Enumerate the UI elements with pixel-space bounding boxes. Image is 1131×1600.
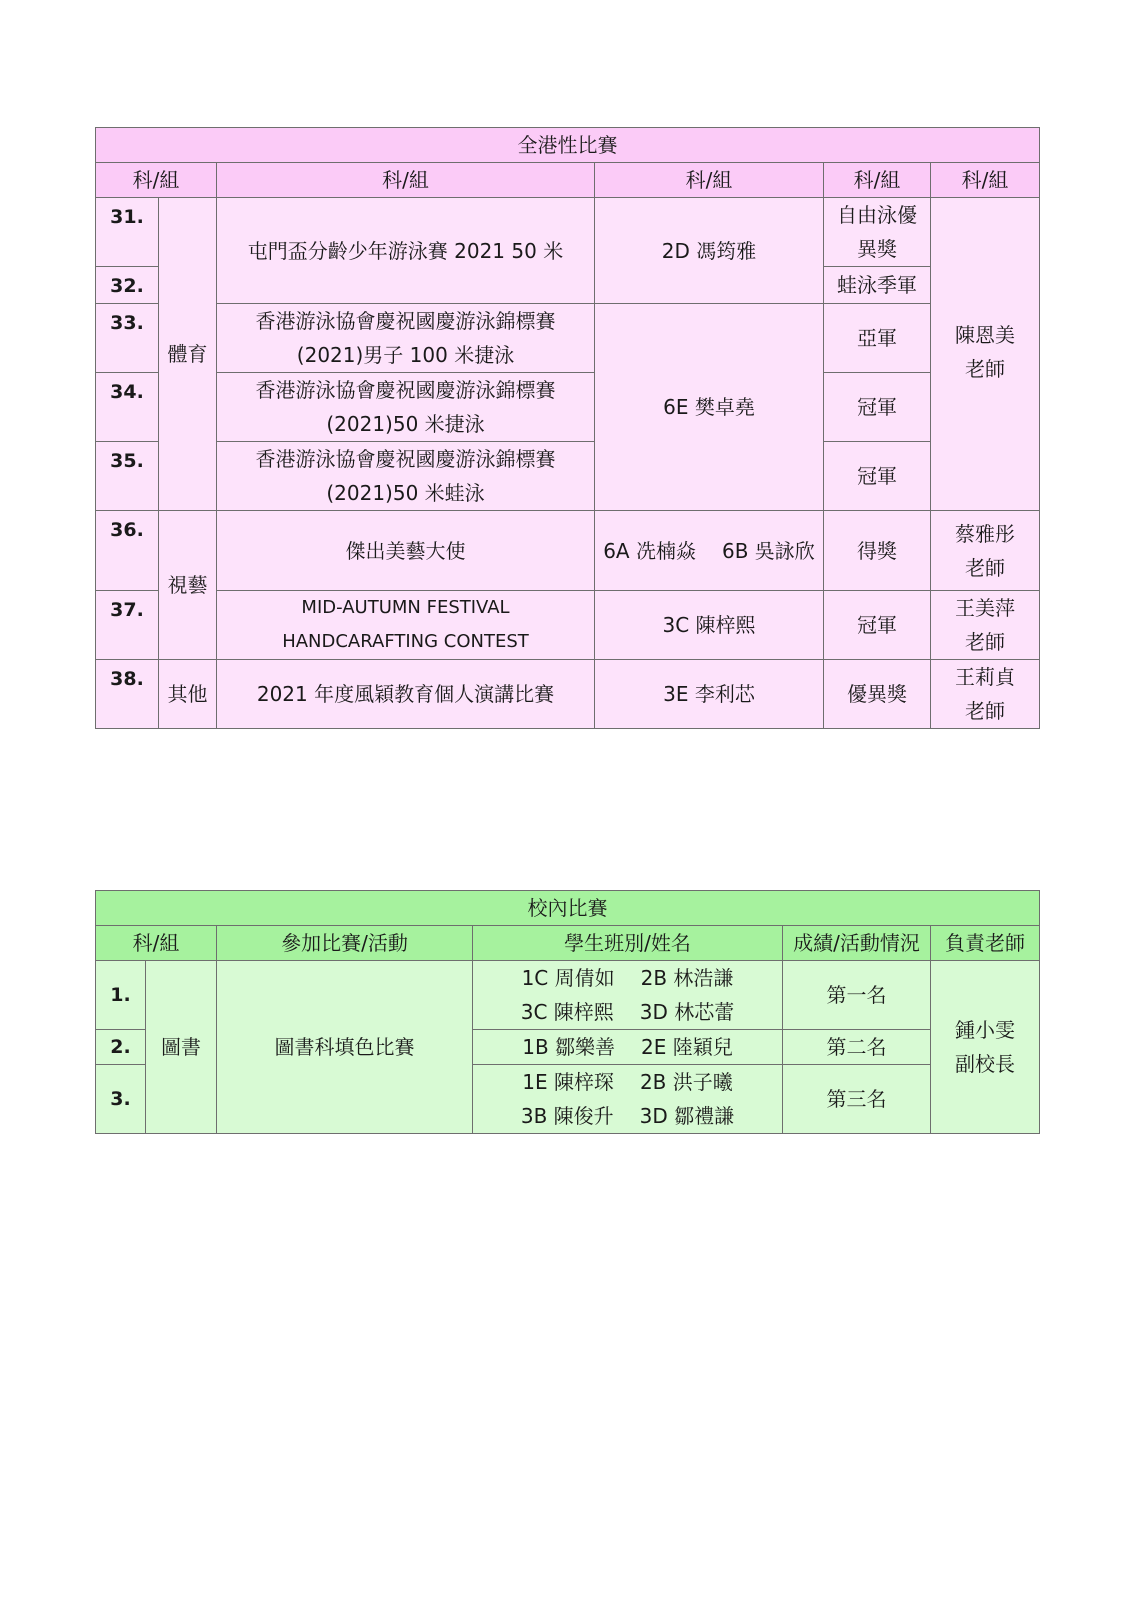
row-number: 36. bbox=[96, 511, 159, 591]
student-cell: 3C 陳梓熙 bbox=[595, 591, 824, 660]
competition-cell bbox=[217, 373, 595, 442]
competition-cell: 傑出美藝大使 bbox=[217, 511, 595, 591]
row-number: 38. bbox=[96, 660, 159, 729]
table-row bbox=[96, 442, 1040, 511]
student-name: 2B 林浩謙 bbox=[640, 966, 734, 990]
competition-line: HANDCARAFTING CONTEST bbox=[282, 631, 529, 652]
student-name: 1B 鄒樂善 bbox=[522, 1035, 616, 1059]
student-cell: 6E 樊卓堯 bbox=[595, 304, 824, 511]
table1-title: 全港性比賽 bbox=[96, 128, 1040, 163]
table2-header-student: 學生班別/姓名 bbox=[473, 926, 783, 961]
territory-wide-competitions-table bbox=[95, 127, 1040, 729]
teacher-name: 鍾小雯 bbox=[955, 1018, 1015, 1042]
category-label: 體育 bbox=[167, 342, 208, 366]
competition-line: MID-AUTUMN FESTIVAL bbox=[301, 597, 510, 618]
competition-cell: 圖書科填色比賽 bbox=[217, 961, 473, 1134]
competition-line: 香港游泳協會慶祝國慶游泳錦標賽 bbox=[255, 309, 556, 333]
result-cell: 亞軍 bbox=[824, 304, 931, 373]
table-row bbox=[96, 961, 1040, 1030]
competition-line: (2021)50 米捷泳 bbox=[326, 412, 485, 436]
category-cell bbox=[159, 198, 217, 511]
teacher-title: 副校長 bbox=[955, 1052, 1015, 1076]
teacher-name: 陳恩美 bbox=[955, 323, 1016, 347]
table2-header-competition: 參加比賽/活動 bbox=[217, 926, 473, 961]
teacher-title: 老師 bbox=[965, 357, 1006, 381]
teacher-title: 老師 bbox=[965, 555, 1006, 580]
table2-header-teacher: 負責老師 bbox=[931, 926, 1040, 961]
table-row bbox=[96, 304, 1040, 373]
student-cell: 3E 李利芯 bbox=[595, 660, 824, 729]
competition-cell bbox=[217, 591, 595, 660]
table-row bbox=[96, 198, 1040, 267]
result-cell: 第三名 bbox=[783, 1065, 931, 1134]
result-cell: 冠軍 bbox=[824, 442, 931, 511]
category-cell: 其他 bbox=[159, 660, 217, 729]
student-name: 1C 周倩如 bbox=[521, 966, 615, 990]
student-pair bbox=[473, 961, 782, 995]
result-cell: 第二名 bbox=[783, 1030, 931, 1065]
student-pair bbox=[473, 995, 782, 1029]
teacher-name: 王莉貞 bbox=[955, 665, 1016, 689]
student-name: 3D 林芯蕾 bbox=[639, 1000, 735, 1024]
competition-line: (2021)男子 100 米捷泳 bbox=[296, 343, 515, 367]
teacher-title: 老師 bbox=[965, 630, 1006, 654]
teacher-name: 蔡雅彤 bbox=[955, 521, 1016, 546]
category-cell bbox=[159, 511, 217, 660]
row-number: 33. bbox=[96, 304, 159, 373]
teacher-title: 老師 bbox=[965, 699, 1006, 723]
teacher-cell bbox=[931, 660, 1040, 729]
result-cell: 冠軍 bbox=[824, 373, 931, 442]
table1-header-competition: 科/組 bbox=[217, 163, 595, 198]
row-number: 1. bbox=[96, 961, 146, 1030]
student-name: 2E 陸穎兒 bbox=[641, 1035, 733, 1059]
student-cell bbox=[595, 511, 824, 591]
student-name: 3C 陳梓熙 bbox=[520, 1000, 614, 1024]
row-number: 35. bbox=[96, 442, 159, 511]
result-cell bbox=[824, 198, 931, 267]
student-pair bbox=[473, 1099, 782, 1133]
school-competitions-table bbox=[95, 890, 1040, 1134]
teacher-cell bbox=[931, 961, 1040, 1134]
result-cell: 得獎 bbox=[824, 511, 931, 591]
row-number: 3. bbox=[96, 1065, 146, 1134]
row-number: 37. bbox=[96, 591, 159, 660]
result-cell: 冠軍 bbox=[824, 591, 931, 660]
table1-header-teacher: 科/組 bbox=[931, 163, 1040, 198]
result-line: 異獎 bbox=[857, 237, 897, 261]
student-name: 3B 陳俊升 bbox=[520, 1104, 614, 1128]
table-row bbox=[96, 373, 1040, 442]
competition-line: 香港游泳協會慶祝國慶游泳錦標賽 bbox=[255, 447, 556, 471]
table1-header-student: 科/組 bbox=[595, 163, 824, 198]
student-name: 6B 吳詠欣 bbox=[721, 538, 815, 563]
row-number: 34. bbox=[96, 373, 159, 442]
table2-title: 校內比賽 bbox=[96, 891, 1040, 926]
student-name: 1E 陳梓琛 bbox=[522, 1070, 614, 1094]
teacher-cell bbox=[931, 511, 1040, 591]
student-cell bbox=[473, 1065, 783, 1134]
competition-cell: 2021 年度風穎教育個人演講比賽 bbox=[217, 660, 595, 729]
result-cell: 優異獎 bbox=[824, 660, 931, 729]
table2-header-category: 科/組 bbox=[96, 926, 217, 961]
table1-header-result: 科/組 bbox=[824, 163, 931, 198]
result-line: 自由泳優 bbox=[837, 203, 917, 227]
row-number: 2. bbox=[96, 1030, 146, 1065]
student-name: 2B 洪子曦 bbox=[639, 1070, 733, 1094]
student-cell bbox=[473, 961, 783, 1030]
student-cell bbox=[473, 1030, 783, 1065]
teacher-name: 王美萍 bbox=[955, 596, 1016, 620]
category-label: 視藝 bbox=[167, 573, 208, 597]
table-row bbox=[96, 591, 1040, 660]
competition-cell: 屯門盃分齡少年游泳賽 2021 50 米 bbox=[217, 198, 595, 304]
table-row bbox=[96, 660, 1040, 729]
student-name: 3D 鄒禮謙 bbox=[639, 1104, 735, 1128]
table2-header-result: 成績/活動情況 bbox=[783, 926, 931, 961]
category-cell: 圖書 bbox=[146, 961, 217, 1134]
student-name: 6A 冼楠焱 bbox=[603, 538, 696, 563]
competition-cell bbox=[217, 304, 595, 373]
table-row bbox=[96, 511, 1040, 591]
result-cell: 蛙泳季軍 bbox=[824, 267, 931, 304]
competition-line: (2021)50 米蛙泳 bbox=[326, 481, 485, 505]
teacher-cell bbox=[931, 198, 1040, 511]
competition-cell bbox=[217, 442, 595, 511]
student-cell: 2D 馮筠雅 bbox=[595, 198, 824, 304]
row-number: 32. bbox=[96, 267, 159, 304]
competition-line: 香港游泳協會慶祝國慶游泳錦標賽 bbox=[255, 378, 556, 402]
student-pair bbox=[473, 1065, 782, 1099]
teacher-cell bbox=[931, 591, 1040, 660]
row-number: 31. bbox=[96, 198, 159, 267]
result-cell: 第一名 bbox=[783, 961, 931, 1030]
table1-header-category: 科/組 bbox=[96, 163, 217, 198]
